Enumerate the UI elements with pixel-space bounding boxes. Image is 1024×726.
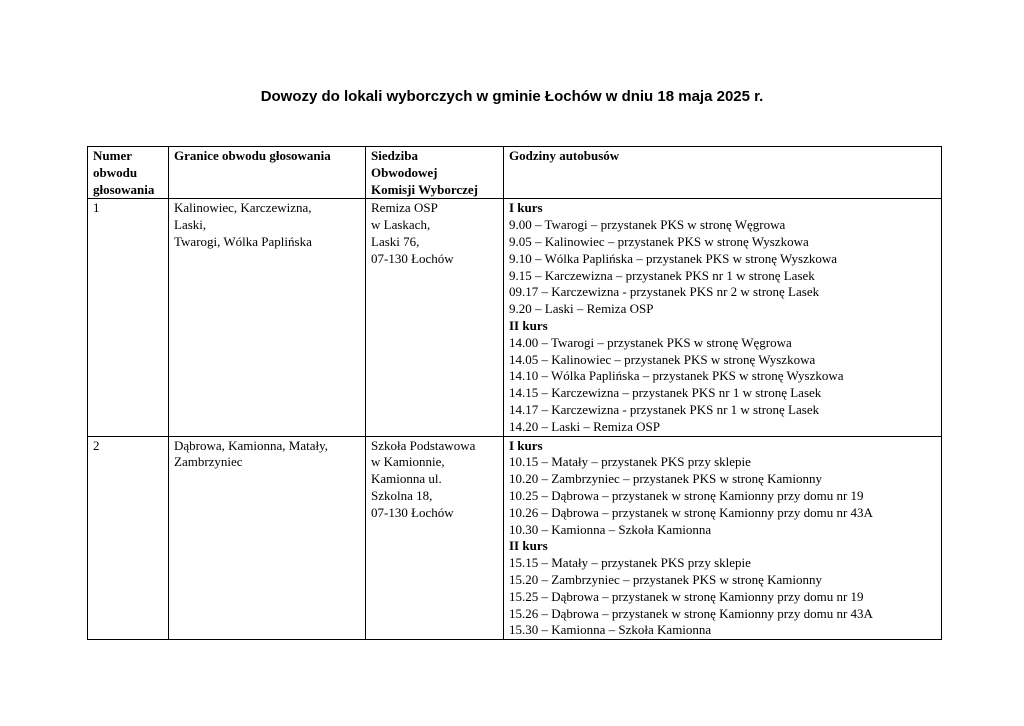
bus-stop-entry: 10.15 – Matały – przystanek PKS przy sklepie <box>509 454 751 470</box>
header-district-borders: Granice obwodu głosowania <box>169 147 366 199</box>
table-row <box>88 199 942 436</box>
bus-schedule-table <box>87 146 942 640</box>
table-header-row <box>88 147 942 199</box>
course-label: II kurs <box>509 317 548 333</box>
bus-stop-entry: 10.26 – Dąbrowa – przystanek w stronę Kamionny przy domu nr 43A <box>509 504 873 520</box>
header-bus-hours: Godziny autobusów <box>504 147 942 199</box>
bus-stop-entry: 9.00 – Twarogi – przystanek PKS w stronę Węgrowa <box>509 217 786 233</box>
bus-stop-entry: 9.20 – Laski – Remiza OSP <box>509 301 654 317</box>
district-borders-cell: Dąbrowa, Kamionna, Matały, Zambrzyniec <box>169 436 366 640</box>
bus-stop-entry: 14.20 – Laski – Remiza OSP <box>509 418 660 434</box>
table-row <box>88 436 942 640</box>
bus-stop-entry: 9.10 – Wólka Paplińska – przystanek PKS w stronę Wyszkowa <box>509 250 838 266</box>
header-district-number: Numer obwodu głosowania <box>88 147 169 199</box>
course-label: I kurs <box>509 200 543 216</box>
bus-stop-entry: 15.25 – Dąbrowa – przystanek w stronę Kamionny przy domu nr 19 <box>509 588 864 604</box>
bus-stop-entry: 14.17 – Karczewizna - przystanek PKS nr 1 w stronę Lasek <box>509 401 820 417</box>
bus-hours-cell <box>504 199 942 436</box>
bus-stop-entry: 15.30 – Kamionna – Szkoła Kamionna <box>509 622 712 638</box>
bus-stop-entry: 15.15 – Matały – przystanek PKS przy sklepie <box>509 555 751 571</box>
bus-stop-entry: 14.00 – Twarogi – przystanek PKS w stronę Węgrowa <box>509 334 792 350</box>
commission-seat-cell: Remiza OSP w Laskach, Laski 76, 07-130 Łochów <box>366 199 504 436</box>
district-borders-cell: Kalinowiec, Karczewizna, Laski, Twarogi, Wólka Paplińska <box>169 199 366 436</box>
bus-stop-entry: 15.26 – Dąbrowa – przystanek w stronę Kamionny przy domu nr 43A <box>509 605 873 621</box>
bus-stop-entry: 10.30 – Kamionna – Szkoła Kamionna <box>509 521 712 537</box>
course-label: I kurs <box>509 437 543 453</box>
bus-stop-entry: 14.10 – Wólka Paplińska – przystanek PKS w stronę Wyszkowa <box>509 368 844 384</box>
commission-seat-cell: Szkoła Podstawowa w Kamionnie, Kamionna ul. Szkolna 18, 07-130 Łochów <box>366 436 504 640</box>
district-number-cell: 2 <box>88 436 169 640</box>
header-commission-seat: Siedziba Obwodowej Komisji Wyborczej <box>366 147 504 199</box>
bus-stop-entry: 10.25 – Dąbrowa – przystanek w stronę Kamionny przy domu nr 19 <box>509 487 864 503</box>
bus-stop-entry: 9.05 – Kalinowiec – przystanek PKS w stronę Wyszkowa <box>509 233 809 249</box>
course-label: II kurs <box>509 538 548 554</box>
bus-stop-entry: 9.15 – Karczewizna – przystanek PKS nr 1 w stronę Lasek <box>509 267 815 283</box>
bus-hours-cell <box>504 436 942 640</box>
bus-stop-entry: 09.17 – Karczewizna - przystanek PKS nr 2 w stronę Lasek <box>509 284 820 300</box>
bus-stop-entry: 15.20 – Zambrzyniec – przystanek PKS w stronę Kamionny <box>509 571 823 587</box>
district-number-cell: 1 <box>88 199 169 436</box>
bus-stop-entry: 14.05 – Kalinowiec – przystanek PKS w stronę Wyszkowa <box>509 351 816 367</box>
page-title: Dowozy do lokali wyborczych w gminie Łochów w dniu 18 maja 2025 r. <box>260 88 764 105</box>
bus-stop-entry: 10.20 – Zambrzyniec – przystanek PKS w stronę Kamionny <box>509 471 823 487</box>
bus-stop-entry: 14.15 – Karczewizna – przystanek PKS nr 1 w stronę Lasek <box>509 385 822 401</box>
